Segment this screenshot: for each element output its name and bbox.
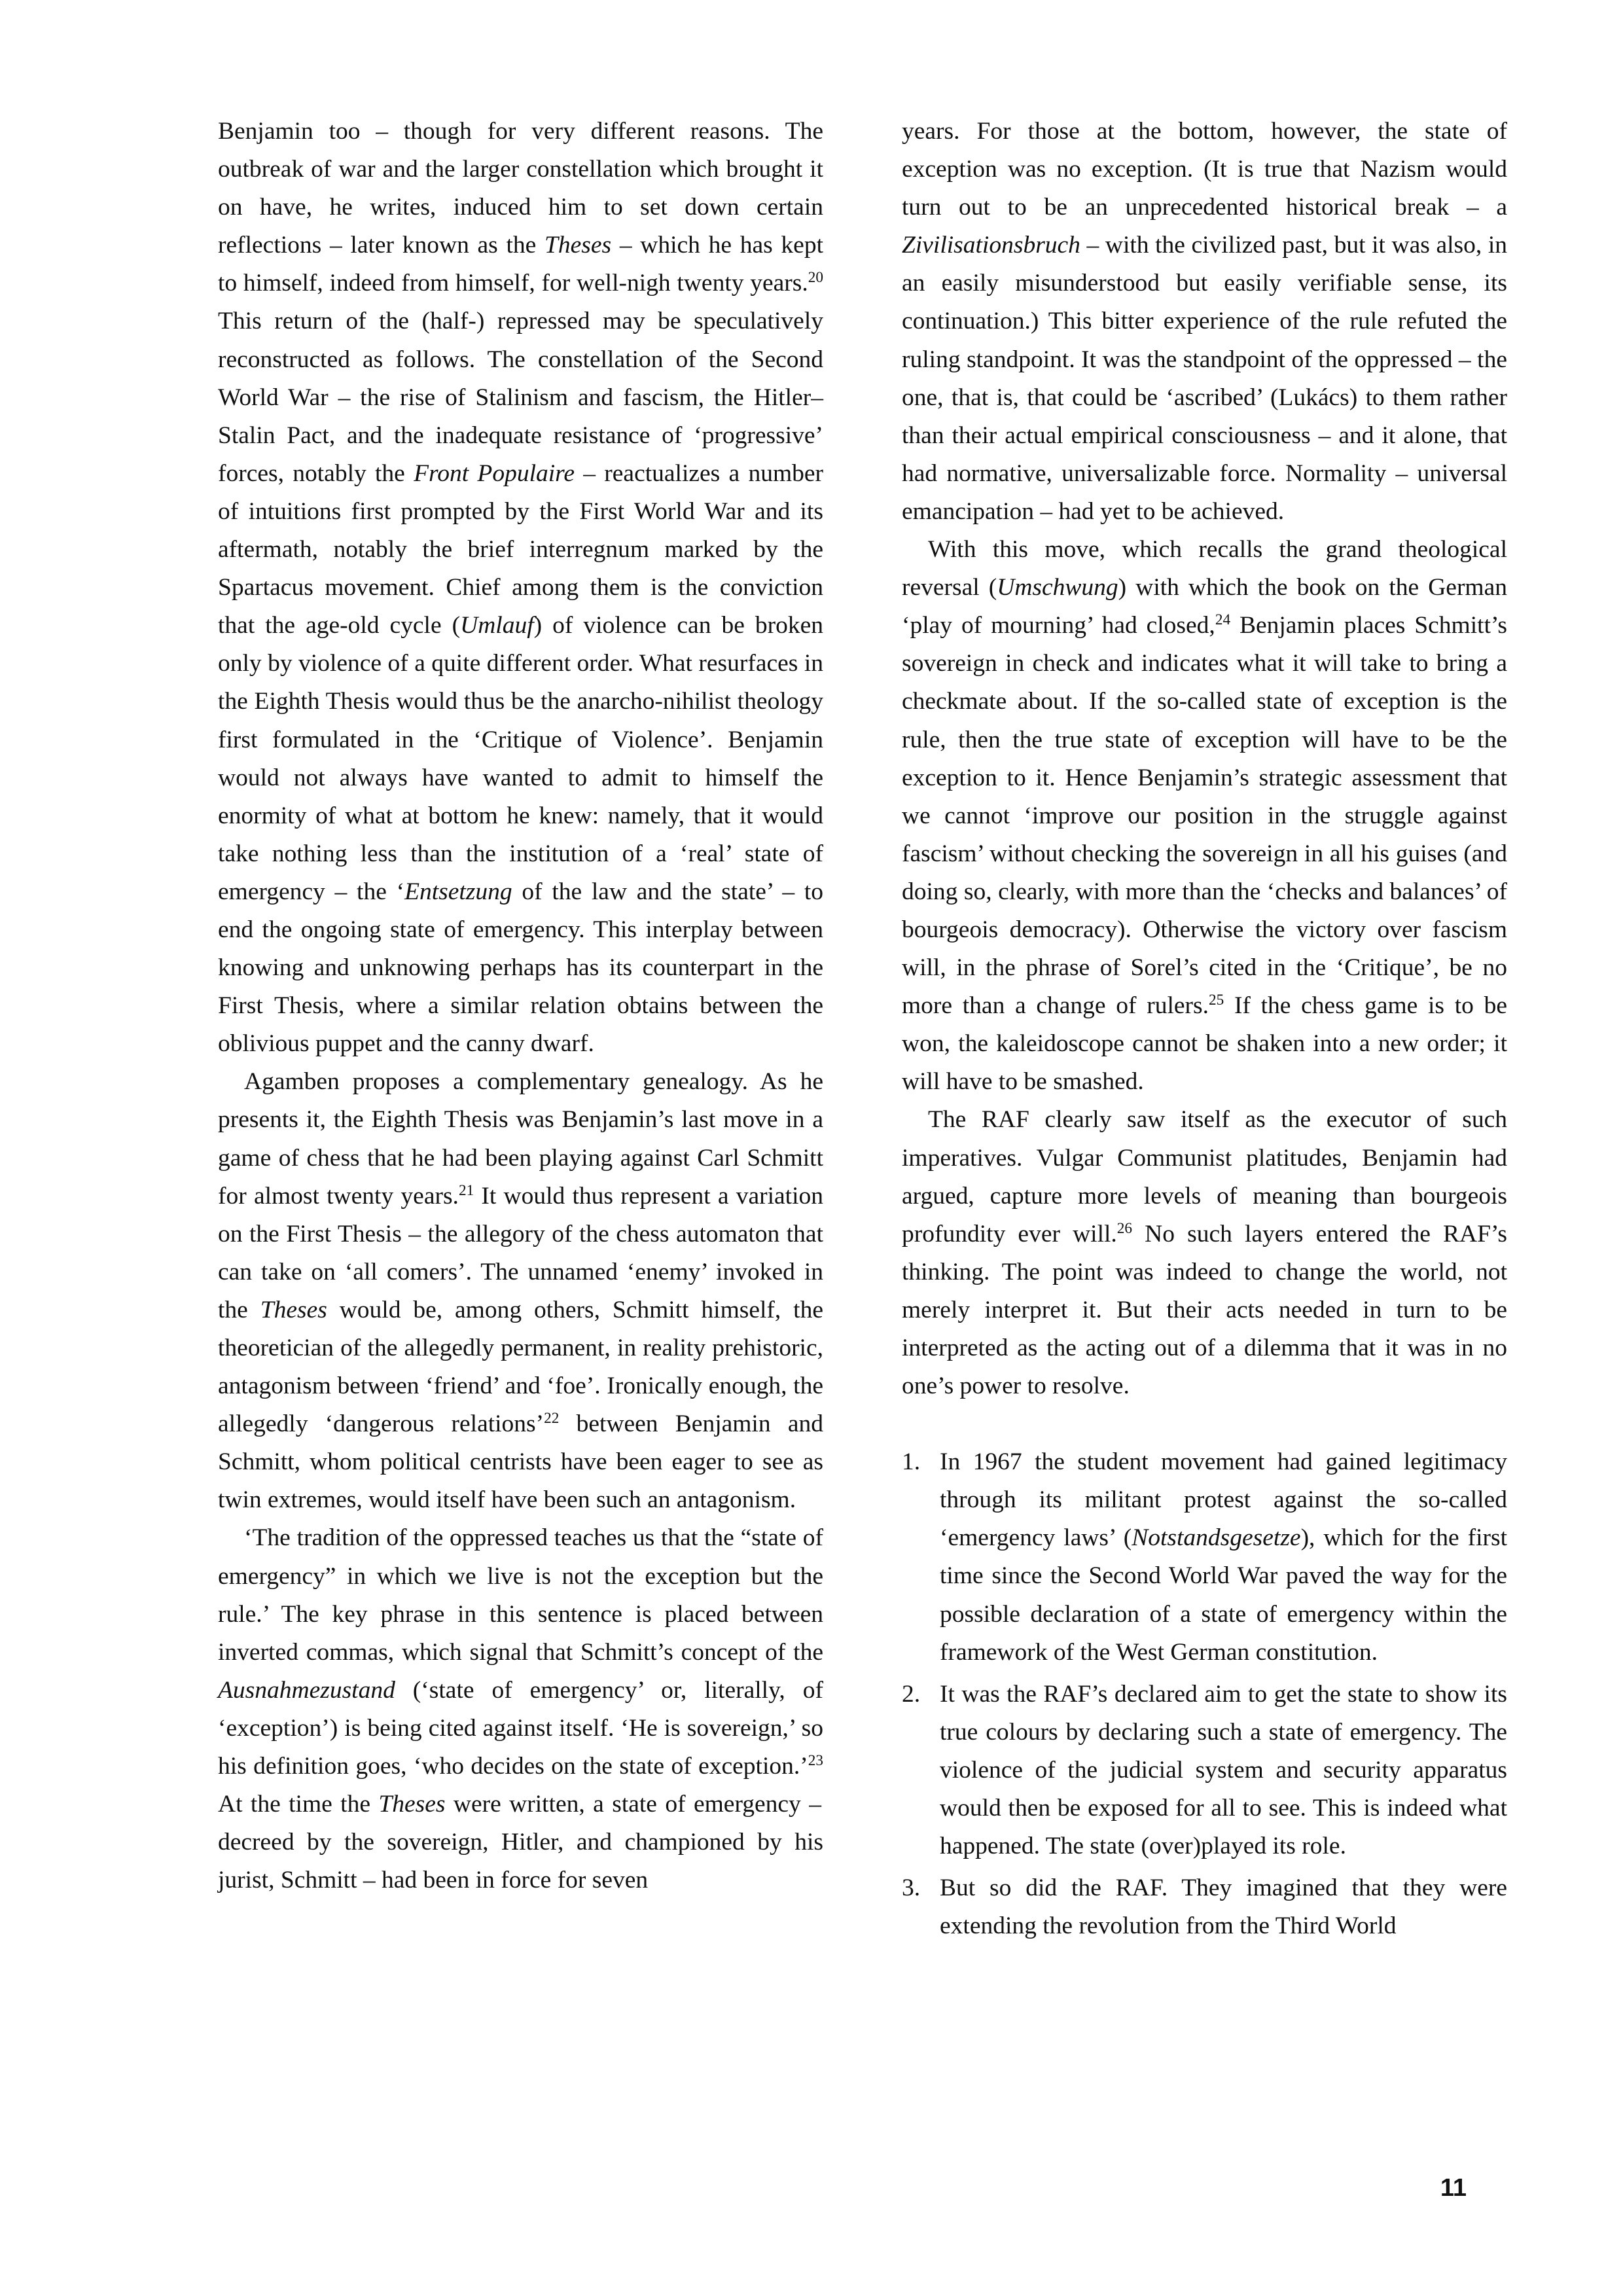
list-item: 3. But so did the RAF. They imagined that they were extending the revolution from the Third World	[902, 1869, 1507, 1945]
paragraph: The RAF clearly saw itself as the executor of such imperatives. Vulgar Communist platitudes, Benjamin had argued, capture more levels of meaning than bourgeois profundity ever will.$^{26}$ No such layers entered the RAF’s thinking. The point was indeed to change the world, not merely interpret it. But their acts needed in turn to be interpreted as the acting out of a dilemma that it was in no one’s power to resolve.	[902, 1106, 1507, 1400]
italic-term: Ausnahmezustand	[218, 1676, 395, 1704]
italic-term: Notstandsgesetze	[1132, 1524, 1301, 1552]
footnote-ref: 22	[544, 1410, 560, 1427]
list-number: 2.	[902, 1680, 921, 1708]
italic-term: Theses	[544, 232, 612, 259]
page-number: 11	[1440, 2174, 1467, 2202]
numbered-list	[902, 1443, 1507, 1945]
footnote-ref: 20	[808, 269, 823, 287]
italic-term: Theses	[378, 1791, 446, 1818]
italic-term: Front Populaire	[414, 459, 575, 487]
list-number: 1.	[902, 1448, 921, 1476]
paragraph: With this move, which recalls the grand theological reversal (Umschwung) with which the book on the German ‘play of mourning’ had closed,$^{24}$ Benjamin places Schmitt’s sovereign in check and indicates what it will take to bring a checkmate about. If the so-called state of exception is the rule, then the true state of exception will have to be the exception to it. Hence Benjamin’s strategic assessment that we cannot ‘improve our position in the struggle against fascism’ without checking the sovereign in all his guises (and doing so, clearly, with more than the ‘checks and balances’ of bourgeois democracy). Otherwise the victory over fascism will, in the phrase of Sorel’s cited in the ‘Critique’, be no more than a change of rulers.$^{25}$ If the chess game is to be won, the kaleidoscope cannot be shaken into a new order; it will have to be smashed.	[902, 536, 1507, 1096]
paragraph: ‘The tradition of the oppressed teaches us that the “state of emergency” in which we live is not the exception but the rule.’ The key phrase in this sentence is placed between inverted commas, which signal that Schmitt’s concept of the Ausnahmezustand (‘state of emergency’ or, literally, of ‘exception’) is being cited against itself. ‘He is sovereign,’ so his definition goes, ‘who decides on the state of exception.’$^{23}$ At the time the Theses were written, a state of emergency – decreed by the sovereign, Hitler, and championed by his jurist, Schmitt – had been in force for seven	[218, 1524, 823, 1894]
right-column	[902, 113, 1507, 1949]
list-item: 2. It was the RAF’s declared aim to get the state to show its true colours by declaring such a state of emergency. The violence of the judicial system and security apparatus would then be exposed for all to see. This is indeed what happened. The state (over)played its role.	[902, 1676, 1507, 1865]
italic-term: Zivilisationsbruch	[902, 232, 1080, 259]
footnote-ref: 24	[1215, 611, 1231, 629]
italic-term: Theses	[260, 1296, 327, 1323]
footnote-ref: 23	[808, 1752, 823, 1770]
paragraph: years. For those at the bottom, however, the state of exception was no exception. (It is true that Nazism would turn out to be an unprecedented historical break – a Zivilisationsbruch – with the civilized past, but it was also, in an easily misunderstood but easily verifiable sense, its continuation.) This bitter experience of the rule refuted the ruling standpoint. It was the standpoint of the oppressed – the one, that is, that could be ‘ascribed’ (Lukács) to them rather than their actual empirical consciousness – and it alone, that had normative, universalizable force. Normality – universal emancipation – had yet to be achieved.	[902, 118, 1507, 525]
footnote-ref: 26	[1116, 1219, 1133, 1237]
list-item: 1. In 1967 the student movement had gained legitimacy through its militant protest against the so-called ‘emergency laws’ (Notstandsgesetze), which for the first time since the Second World War paved the way for the possible declaration of a state of emergency within the framework of the West German constitution.	[902, 1443, 1507, 1672]
list-number: 3.	[902, 1874, 921, 1902]
paragraph: Agamben proposes a complementary genealogy. As he presents it, the Eighth Thesis was Benjamin’s last move in a game of chess that he had been playing against Carl Schmitt for almost twenty years.$^{21}$ It would thus represent a variation on the First Thesis – the allegory of the chess automaton that can take on ‘all comers’. The unnamed ‘enemy’ invoked in the Theses would be, among others, Schmitt himself, the theoretician of the allegedly permanent, in reality prehistoric, antagonism between ‘friend’ and ‘foe’. Ironically enough, the allegedly ‘dangerous relations’$^{22}$ between Benjamin and Schmitt, whom political centrists have been eager to see as twin extremes, would itself have been such an antagonism.	[218, 1068, 823, 1514]
footnote-ref: 25	[1208, 992, 1224, 1009]
italic-term: Umschwung	[997, 574, 1118, 601]
italic-term: Umlauf	[460, 612, 534, 639]
paragraph: Benjamin too – though for very different reasons. The outbreak of war and the larger constellation which brought it on have, he writes, induced him to set down certain reflections – later known as the Theses – which he has kept to himself, indeed from himself, for well-nigh twenty years.$^{20}$ This return of the (half-) repressed may be speculatively reconstructed as follows. The constellation of the Second World War – the rise of Stalinism and fascism, the Hitler–Stalin Pact, and the inadequate resistance of ‘progressive’ forces, notably the Front Populaire – reactualizes a number of intuitions first prompted by the First World War and its aftermath, notably the brief interregnum marked by the Spartacus movement. Chief among them is the conviction that the age-old cycle (Umlauf) of violence can be broken only by violence of a quite different order. What resurfaces in the Eighth Thesis would thus be the anarcho-nihilist theology first formulated in the ‘Critique of Violence’. Benjamin would not always have wanted to admit to himself the enormity of what at bottom he knew: namely, that it would take nothing less than the institution of a ‘real’ state of emergency – the ‘Entsetzung of the law and the state’ – to end the ongoing state of emergency. This interplay between knowing and unknowing perhaps has its counterpart in the First Thesis, where a similar relation obtains between the oblivious puppet and the canny dwarf.	[218, 118, 823, 1058]
italic-term: Entsetzung	[404, 878, 512, 905]
left-column	[218, 113, 823, 1899]
footnote-ref: 21	[458, 1181, 474, 1199]
